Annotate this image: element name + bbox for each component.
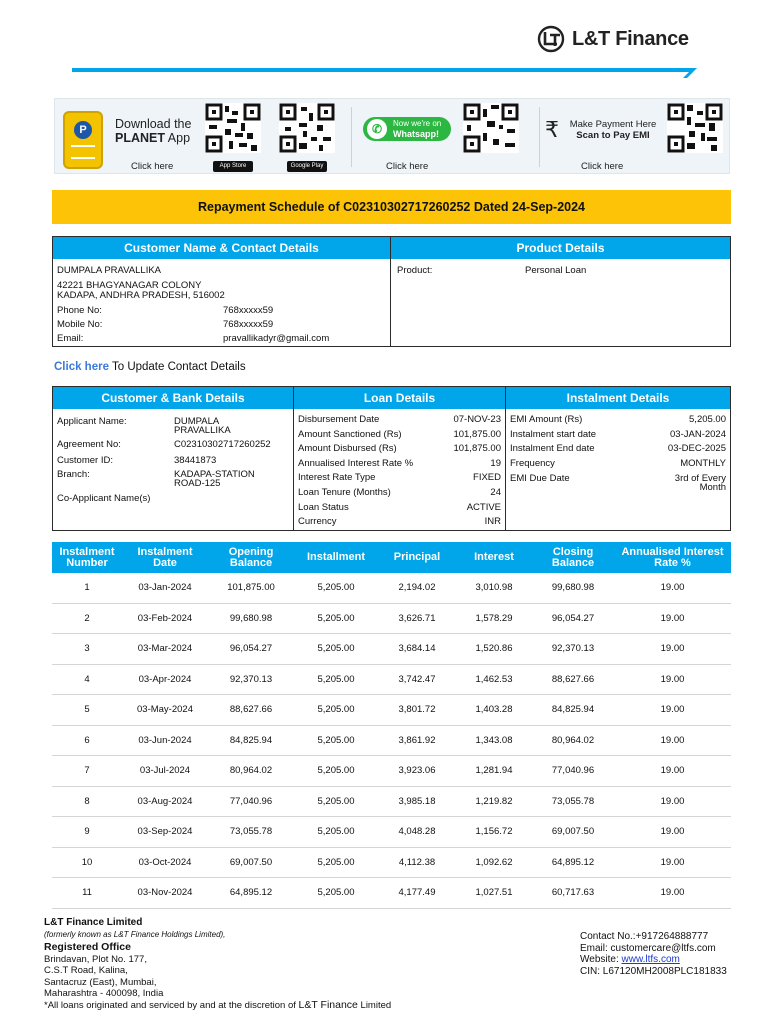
schedule-body [52,573,731,909]
whatsapp-qr-icon[interactable] [463,103,519,153]
cell-principal: 3,684.14 [398,643,436,655]
cell-interest-rate: 19.00 [660,582,685,594]
customer-contact-box [52,236,731,347]
cell-interest: 1,578.29 [475,612,513,624]
cell-interest: 1,092.62 [475,856,513,868]
table-row [52,604,731,635]
cell-instalment-date: 03-Jul-2024 [139,765,191,777]
table-row [52,817,731,848]
customer-contact-header: Customer Name & Contact Details [53,237,390,259]
cell-instalment-date: 03-Jan-2024 [138,582,192,594]
cell-closing-balance: 84,825.94 [551,704,595,716]
branch-value-2: ROAD-125 [174,478,221,489]
loan-detail-value: INR [484,516,501,528]
whatsapp-icon: ✆ [367,119,387,139]
loan-detail-label: Interest Rate Type [298,472,376,484]
banner-divider [351,107,352,167]
email-label: Email: [57,333,84,344]
ltf-logo [536,24,689,54]
cell-interest: 1,156.72 [475,826,513,838]
pay-emi-text: Make Payment Here Scan to Pay EMI [569,119,657,141]
cell-opening-balance: 80,964.02 [229,765,273,777]
cell-instalment-date: 03-Apr-2024 [138,673,192,685]
formerly-known-as: (formerly known as L&T Finance Holdings Limited), [44,929,226,939]
google-play-qr-icon[interactable] [279,103,335,153]
download-planet-text: Download the PLANET App [115,117,192,145]
cell-closing-balance: 92,370.13 [551,643,595,655]
column-header-instalment-number: Instalment Number [59,545,115,569]
contact-block [580,931,727,977]
cell-principal: 4,112.38 [398,856,436,868]
header-accent-line [72,67,697,79]
pay-click-here-link[interactable]: Click here [581,161,624,172]
cell-interest: 1,520.86 [475,643,513,655]
promo-banner [54,98,730,174]
update-contact-text: To Update Contact Details [108,361,246,373]
mobile-label: Mobile No: [57,319,103,330]
applicant-value-2: PRAVALLIKA [174,425,231,436]
app-store-qr-icon[interactable] [205,103,261,153]
cell-interest: 1,219.82 [475,795,513,807]
product-value: Personal Loan [525,265,587,276]
customer-address-line-2: KADAPA, ANDHRA PRADESH, 516002 [57,290,225,301]
column-header-interest: Interest [474,551,514,563]
table-row [52,787,731,818]
instalment-detail-value: 03-JAN-2024 [670,428,726,440]
branch-value-1: KADAPA-STATION [174,469,255,480]
loan-detail-value: ACTIVE [466,501,501,513]
cell-installment: 5,205.00 [317,765,355,777]
cell-closing-balance: 60,717.63 [551,887,595,899]
ltf-logo-mark-icon [536,24,566,54]
repayment-schedule-table [52,542,731,909]
applicant-value-1: DUMPALA [174,416,220,427]
loan-detail-value: 19 [490,457,501,469]
cell-opening-balance: 101,875.00 [227,582,275,594]
cell-instalment-date: 03-Mar-2024 [137,643,193,655]
cell-interest-rate: 19.00 [660,643,685,655]
contact-number: Contact No.:+917264888777 [580,931,709,942]
planet-app-phone-icon: P [63,111,103,169]
planet-click-here-link[interactable]: Click here [131,161,174,172]
cell-principal: 3,923.06 [398,765,436,777]
cell-instalment-number: 3 [84,643,90,655]
cell-installment: 5,205.00 [317,612,355,624]
cell-installment: 5,205.00 [317,856,355,868]
cell-instalment-date: 03-Oct-2024 [138,856,192,868]
cell-instalment-number: 7 [84,765,90,777]
loan-detail-value: FIXED [473,472,501,484]
cell-interest-rate: 19.00 [660,704,685,716]
cell-instalment-date: 03-May-2024 [137,704,193,716]
banner-divider [539,107,540,167]
column-header-instalment-date: Instalment Date [137,545,193,569]
loan-details-header: Loan Details [294,387,505,409]
instalment-detail-label: Instalment start date [510,428,597,440]
cell-instalment-number: 9 [84,826,90,838]
cell-principal: 3,626.71 [398,612,436,624]
cell-principal: 3,801.72 [398,704,436,716]
table-row [52,634,731,665]
customer-bank-header: Customer & Bank Details [53,387,293,409]
cell-interest-rate: 19.00 [660,673,685,685]
cell-installment: 5,205.00 [317,795,355,807]
cell-opening-balance: 92,370.13 [229,673,273,685]
update-contact-line [54,361,246,373]
cell-principal: 3,742.47 [398,673,436,685]
customer-id-label: Customer ID: [57,455,113,466]
cell-installment: 5,205.00 [317,826,355,838]
email-value: pravallikadyr@gmail.com [223,333,330,344]
cell-closing-balance: 80,964.02 [551,734,595,746]
website-link[interactable]: www.ltfs.com [621,954,680,965]
customer-address-line-1: 42221 BHAGYANAGAR COLONY [57,280,202,291]
cell-closing-balance: 88,627.66 [551,673,595,685]
cell-instalment-number: 1 [84,582,90,594]
cell-instalment-number: 10 [81,856,93,868]
google-play-badge[interactable]: Google Play [287,161,327,172]
loan-detail-label: Annualised Interest Rate % [298,457,414,469]
mobile-value: 768xxxxx59 [223,319,274,330]
agreement-label: Agreement No: [57,439,121,450]
cell-interest: 1,281.94 [475,765,513,777]
loan-summary-box [52,386,731,531]
table-row [52,665,731,696]
company-name: L&T Finance Limited [44,917,143,928]
cell-interest: 1,027.51 [475,887,513,899]
loan-detail-label: Disbursement Date [298,414,380,425]
instalment-detail-label: Frequency [510,457,555,469]
cell-interest: 1,462.53 [475,673,513,685]
loan-detail-value: 07-NOV-23 [453,414,501,425]
cell-instalment-number: 8 [84,795,90,807]
instalment-detail-value: 03-DEC-2025 [667,443,726,455]
branch-label: Branch: [57,469,90,480]
contact-email: Email: customercare@ltfs.com [580,942,716,954]
cell-closing-balance: 64,895.12 [551,856,595,868]
instalment-detail-value: MONTHLY [680,457,726,469]
rupee-icon: ₹ [545,117,559,142]
cell-interest-rate: 19.00 [660,734,685,746]
table-row [52,726,731,757]
cell-closing-balance: 77,040.96 [551,765,595,777]
brand-name: L&T Finance [572,27,689,50]
cell-interest-rate: 19.00 [660,826,685,838]
emi-due-value-1: 3rd of Every [674,473,726,484]
cell-installment: 5,205.00 [317,673,355,685]
loan-detail-value: 101,875.00 [453,443,501,455]
table-row [52,695,731,726]
cell-interest: 1,403.28 [475,704,513,716]
cell-instalment-date: 03-Aug-2024 [137,795,193,807]
cell-instalment-date: 03-Feb-2024 [137,612,193,624]
cell-interest-rate: 19.00 [660,765,685,777]
column-header-principal: Principal [393,551,441,563]
applicant-label: Applicant Name: [57,416,127,427]
instalment-detail-label: Instalment End date [510,443,595,455]
cell-principal: 2,194.02 [398,582,436,594]
cell-opening-balance: 69,007.50 [229,856,273,868]
cell-opening-balance: 99,680.98 [229,612,273,624]
instalment-details-section [505,387,730,530]
website-line: Website: www.ltfs.com [580,954,680,965]
disclaimer: *All loans originated and serviced by and at the discretion of L&T Finance Limited [44,999,392,1011]
cell-installment: 5,205.00 [317,643,355,655]
product-details-header: Product Details [391,237,730,259]
registered-office-block [44,917,225,1000]
customer-bank-section [53,387,293,530]
cell-closing-balance: 69,007.50 [551,826,595,838]
cell-opening-balance: 77,040.96 [229,795,273,807]
cell-instalment-number: 5 [84,704,90,716]
office-address-line-4: Maharashtra - 400098, India [44,988,164,999]
product-label: Product: [397,265,433,276]
column-header-opening-balance: Opening Balance [228,545,274,569]
cell-interest-rate: 19.00 [660,795,685,807]
schedule-header-row [52,542,731,573]
cell-instalment-date: 03-Jun-2024 [138,734,192,746]
cell-principal: 4,177.49 [398,887,436,899]
cell-opening-balance: 88,627.66 [229,704,273,716]
cell-installment: 5,205.00 [317,582,355,594]
phone-label: Phone No: [57,305,102,316]
document-title: Repayment Schedule of C02310302717260252 Dated 24-Sep-2024 [52,190,731,224]
cell-opening-balance: 64,895.12 [229,887,273,899]
cin-number: CIN: L67120MH2008PLC181833 [580,965,727,977]
pay-emi-qr-icon[interactable] [667,103,723,153]
cell-interest: 3,010.98 [475,582,513,594]
cell-principal: 3,985.18 [398,795,436,807]
cell-installment: 5,205.00 [317,887,355,899]
customer-id-value: 38441873 [174,455,217,466]
table-row [52,878,731,909]
cell-closing-balance: 73,055.78 [551,795,595,807]
phone-value: 768xxxxx59 [223,305,274,316]
loan-detail-value: 101,875.00 [453,428,501,440]
loan-detail-label: Amount Sanctioned (Rs) [298,428,402,440]
table-row [52,756,731,787]
loan-detail-label: Amount Disbursed (Rs) [298,443,397,455]
column-header-interest-rate: Annualised Interest Rate % [621,545,724,569]
loan-detail-value: 24 [490,487,501,498]
office-address-line-2: C.S.T Road, Kalina, [44,965,128,976]
loan-detail-label: Currency [298,516,337,528]
cell-instalment-number: 2 [84,612,90,624]
cell-interest: 1,343.08 [475,734,513,746]
cell-instalment-number: 6 [84,734,90,746]
column-header-installment: Installment [306,551,366,563]
office-address-line-1: Brindavan, Plot No. 177, [44,953,147,965]
emi-due-value-2: Month [699,482,726,493]
cell-closing-balance: 96,054.27 [551,612,595,624]
instalment-details-header: Instalment Details [506,387,730,409]
product-details-section [391,237,730,346]
customer-name: DUMPALA PRAVALLIKA [57,265,162,276]
cell-instalment-number: 4 [84,673,90,685]
agreement-value: C02310302717260252 [174,439,271,450]
cell-opening-balance: 73,055.78 [229,826,273,838]
cell-instalment-date: 03-Nov-2024 [137,887,193,899]
table-row [52,848,731,879]
cell-instalment-date: 03-Sep-2024 [137,826,193,838]
instalment-detail-value: 5,205.00 [689,414,726,425]
loan-detail-label: Loan Status [298,501,349,513]
cell-opening-balance: 84,825.94 [229,734,273,746]
cell-instalment-number: 11 [82,887,92,899]
cell-principal: 3,861.92 [398,734,436,746]
cell-installment: 5,205.00 [317,704,355,716]
cell-interest-rate: 19.00 [660,887,685,899]
column-header-closing-balance: Closing Balance [551,545,595,569]
cell-principal: 4,048.28 [398,826,436,838]
registered-office-heading: Registered Office [44,941,131,953]
loan-details-section [293,387,505,530]
emi-due-label: EMI Due Date [510,473,570,484]
loan-detail-label: Loan Tenure (Months) [298,487,391,498]
co-applicant-label: Co-Applicant Name(s) [57,493,151,504]
office-address-line-3: Santacruz (East), Mumbai, [44,976,157,988]
cell-interest-rate: 19.00 [660,856,685,868]
cell-interest-rate: 19.00 [660,612,685,624]
whatsapp-click-here-link[interactable]: Click here [386,161,429,172]
update-contact-link[interactable]: Click here [54,361,109,373]
cell-opening-balance: 96,054.27 [229,643,273,655]
customer-contact-section [53,237,391,346]
cell-installment: 5,205.00 [317,734,355,746]
instalment-detail-label: EMI Amount (Rs) [510,414,583,425]
app-store-badge[interactable]: App Store [213,161,253,172]
cell-closing-balance: 99,680.98 [551,582,595,594]
table-row [52,573,731,604]
whatsapp-badge[interactable]: ✆ Now we're on Whatsapp! [363,117,451,141]
